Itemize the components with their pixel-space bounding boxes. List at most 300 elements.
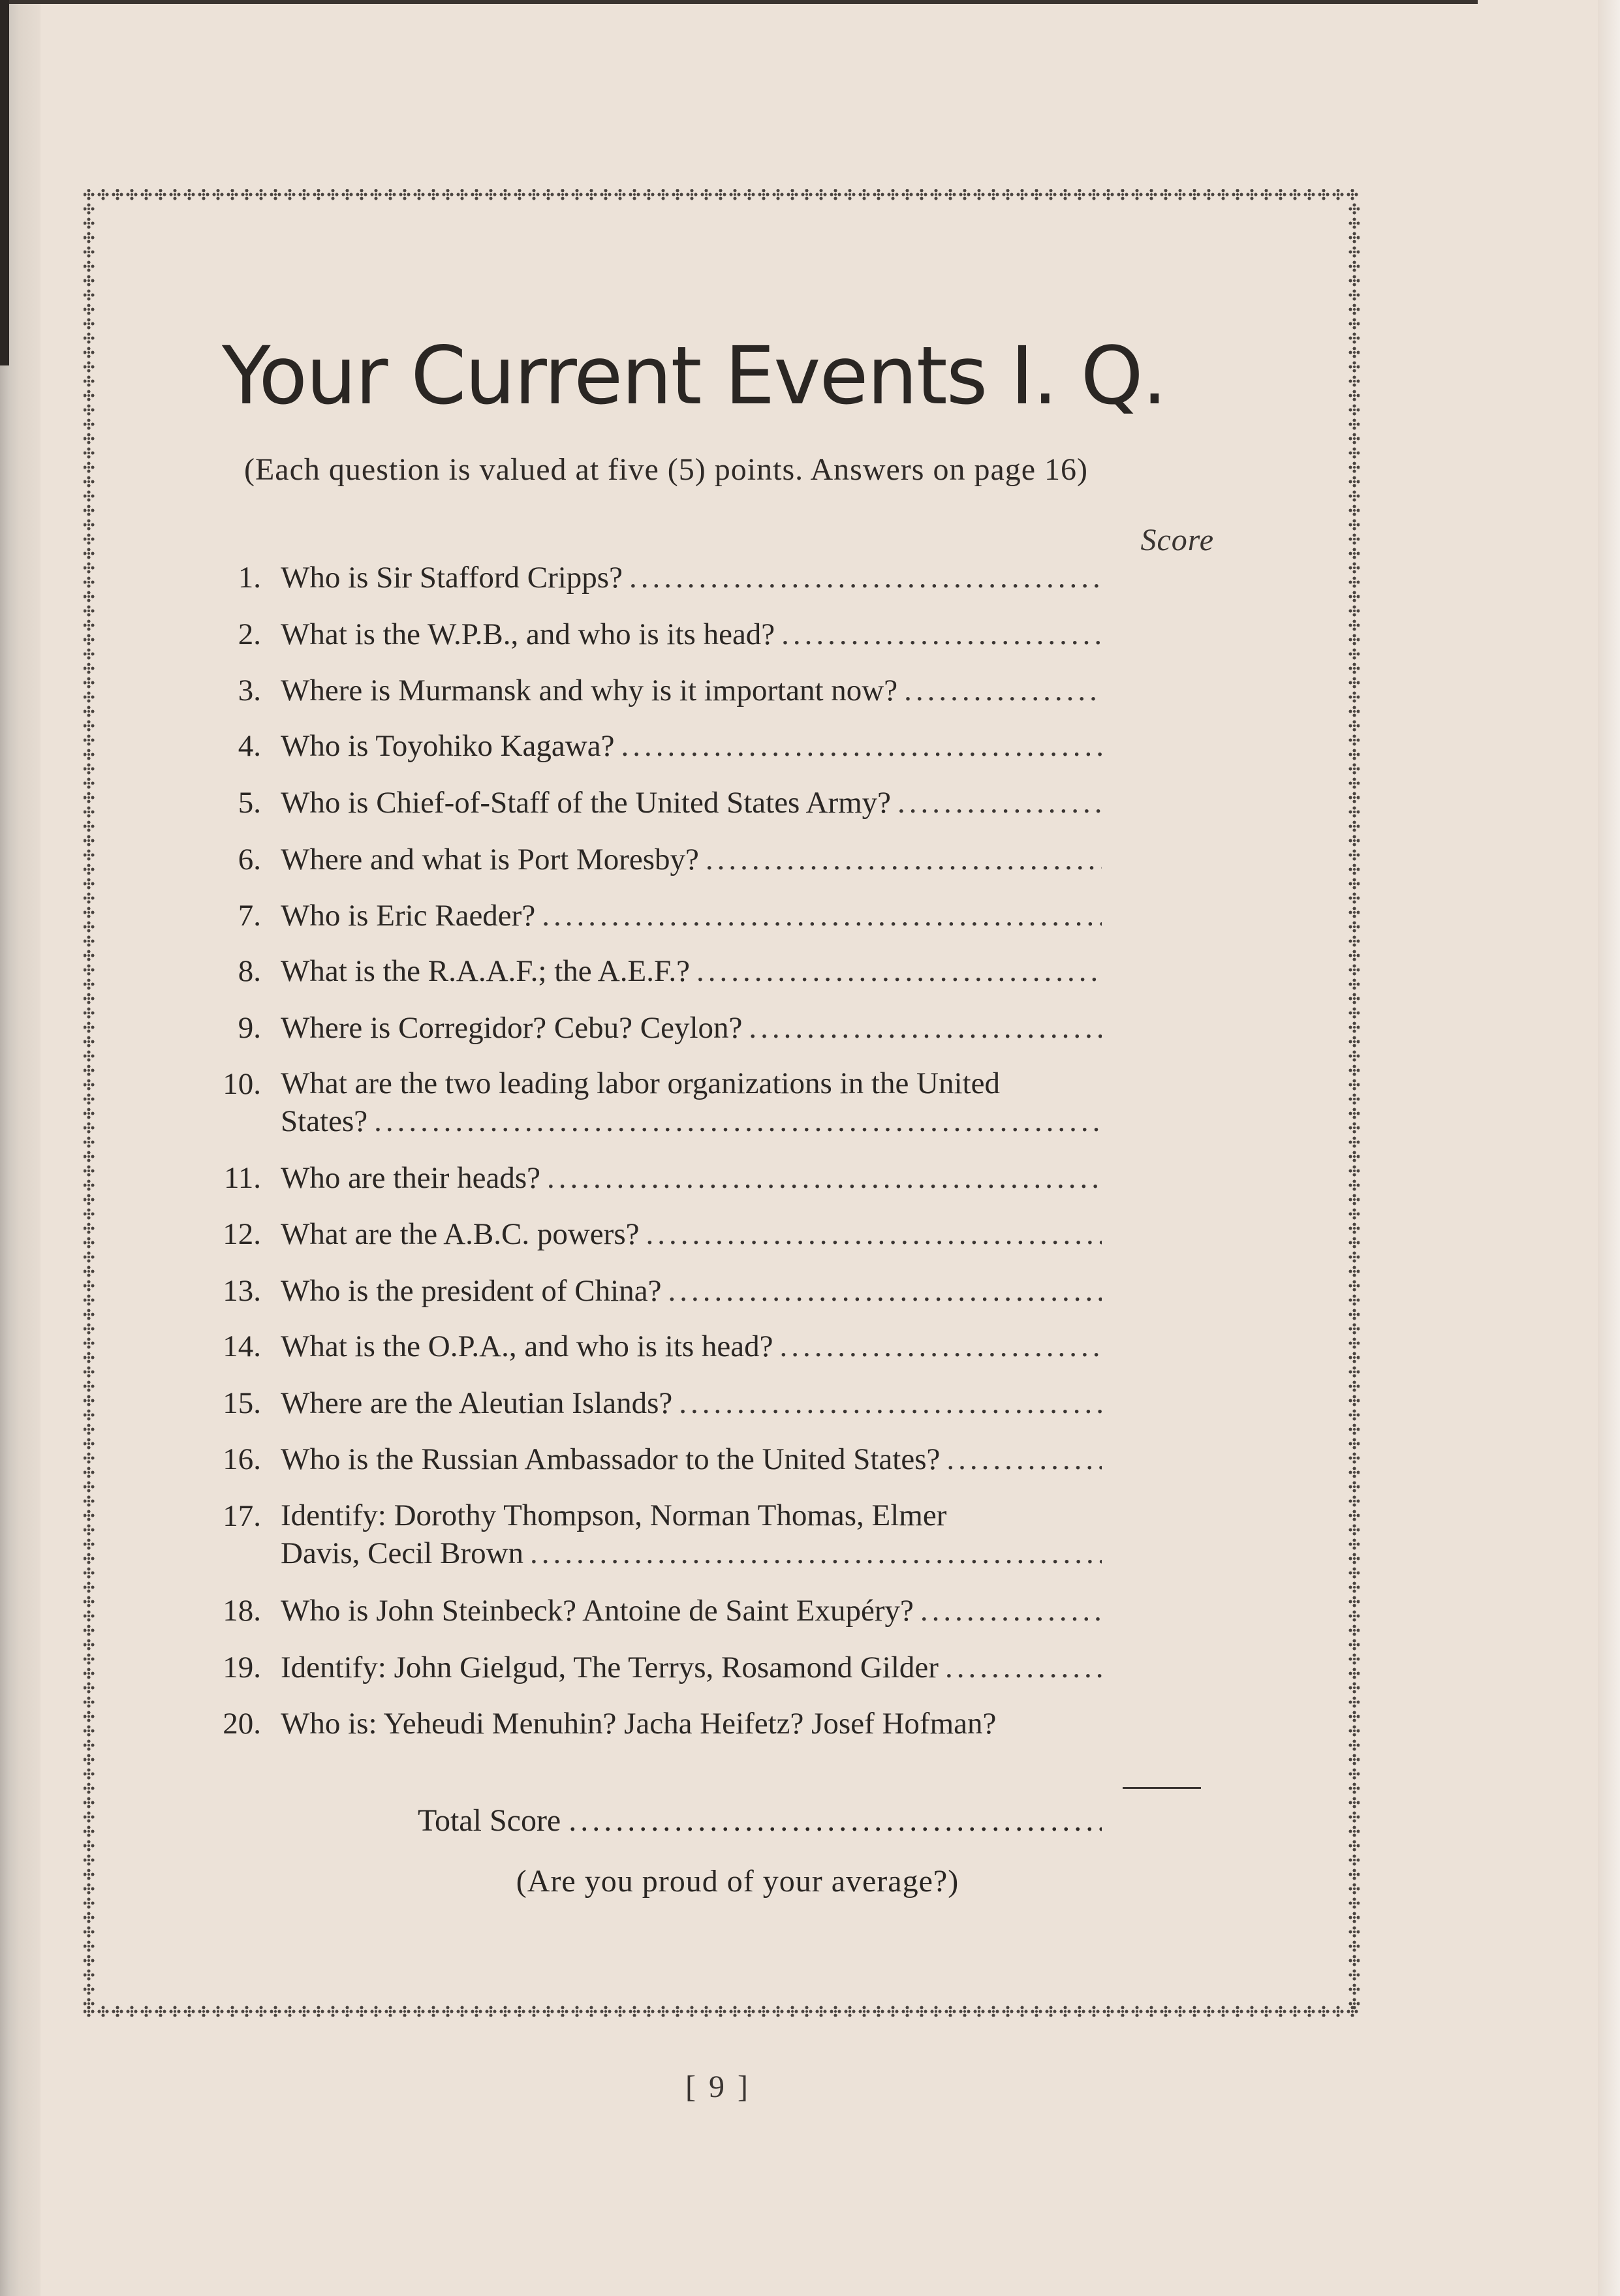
border-ornament: [84, 418, 95, 429]
border-ornament: [485, 2006, 496, 2017]
border-ornament: [1348, 734, 1360, 745]
leader-dots: [920, 1591, 1102, 1630]
border-ornament: [84, 1854, 95, 1865]
border-ornament: [413, 189, 424, 200]
border-ornament: [1348, 217, 1360, 228]
border-ornament: [1348, 548, 1360, 559]
border-ornament: [1348, 1624, 1360, 1636]
border-ornament: [1348, 562, 1360, 573]
border-ornament: [1348, 1639, 1360, 1650]
border-ornament: [1348, 1739, 1360, 1750]
border-ornament: [370, 2006, 381, 2017]
question-text: Where is Murmansk and why is it important now?: [281, 674, 898, 707]
border-ornament: [988, 189, 999, 200]
border-ornament: [471, 2006, 482, 2017]
border-ornament: [715, 189, 726, 200]
border-ornament: [341, 2006, 352, 2017]
border-ornament: [772, 189, 783, 200]
question-text: Who is: Yeheudi Menuhin? Jacha Heifetz? Josef Hofman?: [281, 1707, 997, 1741]
border-ornament: [84, 347, 95, 358]
border-ornament: [1059, 2006, 1070, 2017]
border-ornament: [270, 189, 281, 200]
border-ornament: [1348, 303, 1360, 315]
border-ornament: [84, 720, 95, 731]
border-ornament: [600, 189, 611, 200]
leader-dots: [706, 840, 1102, 879]
leader-dots: [629, 558, 1102, 597]
border-ornament: [686, 2006, 697, 2017]
border-ornament: [298, 189, 309, 200]
border-ornament: [84, 1122, 95, 1133]
border-ornament: [84, 1265, 95, 1277]
border-ornament: [84, 1409, 95, 1420]
border-ornament: [1348, 1825, 1360, 1837]
leader-dots: [904, 671, 1102, 710]
question-text: Identify: John Gielgud, The Terrys, Rosamond Gilder: [281, 1651, 939, 1684]
border-ornament: [1088, 2006, 1099, 2017]
border-ornament: [183, 189, 195, 200]
question-body: [281, 1008, 1102, 1047]
border-ornament: [1348, 878, 1360, 889]
border-ornament: [499, 2006, 510, 2017]
border-ornament: [84, 1869, 95, 1880]
border-ornament: [84, 1711, 95, 1722]
question-text-continued: Davis, Cecil Brown: [281, 1536, 524, 1570]
border-ornament: [84, 1208, 95, 1219]
border-ornament: [1348, 1165, 1360, 1176]
border-ornament: [887, 189, 898, 200]
border-ornament: [471, 189, 482, 200]
border-ornament: [84, 1725, 95, 1736]
leader-dots: [945, 1648, 1102, 1687]
question-text: Who is Eric Raeder?: [281, 899, 536, 933]
border-ornament: [1348, 461, 1360, 473]
border-ornament: [84, 1610, 95, 1621]
border-ornament: [112, 2006, 123, 2017]
border-ornament: [542, 189, 553, 200]
border-ornament: [1059, 189, 1070, 200]
border-ornament: [84, 806, 95, 817]
question-text: Where are the Aleutian Islands?: [281, 1386, 673, 1420]
border-ornament: [1348, 806, 1360, 817]
border-ornament: [84, 1955, 95, 1966]
border-ornament: [1348, 1955, 1360, 1966]
border-ornament: [1174, 189, 1185, 200]
border-ornament: [1348, 1036, 1360, 1047]
border-ornament: [1348, 390, 1360, 401]
border-ornament: [84, 1323, 95, 1334]
border-ornament: [313, 189, 324, 200]
border-ornament: [1348, 1912, 1360, 1923]
question-text: Where and what is Port Moresby?: [281, 843, 699, 877]
border-ornament: [198, 189, 209, 200]
border-ornament: [270, 2006, 281, 2017]
border-ornament: [84, 1553, 95, 1564]
border-ornament: [1045, 189, 1056, 200]
border-ornament: [84, 533, 95, 544]
border-ornament: [1318, 2006, 1329, 2017]
border-ornament: [84, 993, 95, 1004]
border-ornament: [1348, 1151, 1360, 1162]
border-ornament: [1348, 1179, 1360, 1190]
border-ornament: [873, 189, 884, 200]
border-ornament: [1348, 1323, 1360, 1334]
border-ornament: [1348, 1050, 1360, 1061]
border-ornament: [84, 878, 95, 889]
border-ornament: [84, 1337, 95, 1348]
border-ornament: [84, 1825, 95, 1837]
border-ornament: [1117, 2006, 1128, 2017]
border-ornament: [84, 519, 95, 530]
border-ornament: [1348, 835, 1360, 846]
border-ornament: [84, 1682, 95, 1693]
border-ornament: [84, 1811, 95, 1822]
border-ornament: [84, 1108, 95, 1119]
question-body: [281, 1497, 1102, 1572]
border-ornament: [84, 734, 95, 745]
border-ornament: [1348, 619, 1360, 630]
leader-dots: [547, 1158, 1102, 1198]
question-body: [281, 1064, 1102, 1140]
border-ornament: [1348, 1366, 1360, 1377]
border-ornament: [916, 189, 927, 200]
border-ornament: [1260, 189, 1271, 200]
border-ornament: [169, 189, 180, 200]
scan-top-edge: [9, 0, 1478, 4]
question-number: 1.: [238, 561, 261, 595]
border-ornament: [1348, 1538, 1360, 1549]
leader-dots: [946, 1440, 1102, 1479]
border-ornament: [84, 1438, 95, 1449]
border-ornament: [84, 1754, 95, 1765]
border-ornament: [84, 1136, 95, 1147]
border-ornament: [1348, 935, 1360, 946]
border-ornament: [84, 1251, 95, 1262]
border-ornament: [1348, 1610, 1360, 1621]
border-ornament: [1348, 1969, 1360, 1980]
question-number: 15.: [223, 1386, 261, 1420]
border-ornament: [1348, 289, 1360, 300]
score-column-heading: Score: [1140, 523, 1214, 557]
border-ornament: [1348, 1007, 1360, 1018]
border-ornament: [1348, 1108, 1360, 1119]
border-ornament: [944, 2006, 956, 2017]
border-ornament: [84, 217, 95, 228]
border-ornament: [844, 2006, 855, 2017]
border-ornament: [84, 203, 95, 214]
border-ornament: [284, 2006, 295, 2017]
question-text-continued: States?: [281, 1104, 368, 1138]
border-ornament: [84, 433, 95, 444]
total-score-label: Total Score: [418, 1803, 561, 1838]
border-ornament: [672, 189, 683, 200]
border-ornament: [715, 2006, 726, 2017]
border-ornament: [542, 2006, 553, 2017]
question-number: 2.: [238, 617, 261, 651]
question-body: [281, 1271, 1102, 1311]
border-ornament: [1348, 375, 1360, 386]
question-number: 3.: [238, 674, 261, 707]
border-ornament: [84, 1380, 95, 1391]
border-ornament: [1031, 189, 1042, 200]
border-ornament: [1348, 777, 1360, 788]
border-ornament: [1348, 1682, 1360, 1693]
border-ornament: [84, 1452, 95, 1463]
border-ornament: [84, 461, 95, 473]
border-ornament: [1348, 1940, 1360, 1951]
border-ornament: [84, 792, 95, 803]
question-number: 8.: [238, 954, 261, 988]
question-number: 4.: [238, 729, 261, 763]
border-ornament: [84, 275, 95, 286]
border-ornament: [1348, 232, 1360, 243]
border-ornament: [84, 1696, 95, 1707]
border-ornament: [327, 2006, 338, 2017]
border-ornament: [1074, 2006, 1085, 2017]
leader-dots: [374, 1102, 1102, 1140]
border-ornament: [84, 1280, 95, 1291]
closing-note: (Are you proud of your average?): [516, 1864, 959, 1899]
border-ornament: [1348, 921, 1360, 932]
border-ornament: [84, 892, 95, 903]
border-ornament: [1348, 361, 1360, 372]
question-text: Identify: Dorothy Thompson, Norman Thomas, Elmer: [281, 1498, 947, 1532]
border-ornament: [84, 1883, 95, 1894]
border-ornament: [84, 1739, 95, 1750]
border-ornament: [1348, 1581, 1360, 1592]
border-ornament: [84, 1897, 95, 1908]
leader-dots: [749, 1008, 1102, 1047]
border-ornament: [84, 260, 95, 271]
border-ornament: [341, 189, 352, 200]
border-ornament: [1348, 1653, 1360, 1664]
border-ornament: [844, 189, 855, 200]
border-ornament: [84, 375, 95, 386]
border-ornament: [442, 189, 453, 200]
border-ornament: [1348, 1438, 1360, 1449]
leader-dots: [668, 1271, 1102, 1311]
border-ornament: [84, 605, 95, 616]
border-ornament: [1348, 907, 1360, 918]
scoring-instructions: (Each question is valued at five (5) points. Answers on page 16): [244, 452, 1089, 487]
border-ornament: [1102, 189, 1114, 200]
border-ornament: [830, 189, 841, 200]
border-ornament: [1232, 2006, 1243, 2017]
border-ornament: [557, 189, 568, 200]
border-ornament: [97, 2006, 108, 2017]
border-ornament: [1289, 189, 1300, 200]
border-ornament: [140, 2006, 151, 2017]
border-ornament: [84, 1165, 95, 1176]
border-ornament: [84, 648, 95, 659]
border-ornament: [84, 232, 95, 243]
border-ornament: [930, 189, 941, 200]
border-ornament: [84, 950, 95, 961]
question-body: [281, 1158, 1102, 1198]
border-ornament: [1031, 2006, 1042, 2017]
border-ornament: [1348, 1510, 1360, 1521]
border-ornament: [1348, 591, 1360, 602]
border-ornament: [84, 289, 95, 300]
border-ornament: [84, 935, 95, 946]
border-ornament: [84, 390, 95, 401]
border-ornament: [84, 591, 95, 602]
question-text: What is the W.P.B., and who is its head?: [281, 617, 775, 651]
question-number: 18.: [223, 1594, 261, 1628]
border-ornament: [758, 189, 769, 200]
question-body: [281, 726, 1102, 766]
border-ornament: [1332, 189, 1343, 200]
border-ornament: [1348, 1696, 1360, 1707]
border-ornament: [313, 2006, 324, 2017]
border-ornament: [84, 1624, 95, 1636]
border-ornament: [84, 907, 95, 918]
border-ornament: [84, 1940, 95, 1951]
border-ornament: [140, 189, 151, 200]
border-ornament: [815, 189, 826, 200]
border-ornament: [1348, 433, 1360, 444]
leader-dots: [542, 896, 1102, 935]
border-ornament: [1348, 691, 1360, 702]
border-ornament: [1348, 1811, 1360, 1822]
border-ornament: [84, 1036, 95, 1047]
question-text: Who is the president of China?: [281, 1274, 662, 1308]
border-ornament: [84, 1782, 95, 1793]
question-body: [281, 783, 1102, 822]
border-ornament: [155, 2006, 166, 2017]
border-ornament: [1348, 576, 1360, 587]
border-ornament: [1348, 763, 1360, 774]
page-title: Your Current Events I. Q.: [222, 330, 1166, 422]
border-ornament: [84, 404, 95, 415]
border-ornament: [1348, 447, 1360, 458]
border-ornament: [1347, 2006, 1358, 2017]
border-ornament: [887, 2006, 898, 2017]
border-ornament: [84, 1926, 95, 1937]
border-ornament: [456, 2006, 467, 2017]
border-ornament: [255, 2006, 266, 2017]
border-ornament: [1348, 1222, 1360, 1233]
border-ornament: [1348, 1524, 1360, 1535]
border-ornament: [1348, 1797, 1360, 1808]
border-ornament: [84, 361, 95, 372]
border-ornament: [743, 2006, 755, 2017]
border-ornament: [84, 691, 95, 702]
border-ornament: [959, 2006, 970, 2017]
border-ornament: [84, 763, 95, 774]
border-ornament: [528, 2006, 539, 2017]
border-ornament: [183, 2006, 195, 2017]
border-ornament: [1348, 749, 1360, 760]
border-ornament: [1102, 2006, 1114, 2017]
border-ornament: [1348, 863, 1360, 875]
border-ornament: [1348, 849, 1360, 860]
border-ornament: [84, 1423, 95, 1435]
border-ornament: [84, 1395, 95, 1406]
border-ornament: [787, 2006, 798, 2017]
border-ornament: [84, 1194, 95, 1205]
question-text: Who is John Steinbeck? Antoine de Saint Exupéry?: [281, 1594, 914, 1628]
border-ornament: [84, 835, 95, 846]
border-ornament: [1348, 993, 1360, 1004]
question-number: 9.: [238, 1011, 261, 1045]
border-ornament: [1348, 1897, 1360, 1908]
border-ornament: [1347, 189, 1358, 200]
border-ornament: [1189, 189, 1200, 200]
border-ornament: [1348, 1711, 1360, 1722]
border-ornament: [1348, 1409, 1360, 1420]
border-ornament: [298, 2006, 309, 2017]
border-ornament: [399, 189, 410, 200]
score-total-rule: [1123, 1787, 1201, 1789]
border-ornament: [1348, 1280, 1360, 1291]
border-ornament: [1303, 189, 1315, 200]
border-ornament: [84, 1079, 95, 1090]
border-ornament: [169, 2006, 180, 2017]
border-ornament: [428, 2006, 439, 2017]
border-ornament: [485, 189, 496, 200]
border-ornament: [1348, 1567, 1360, 1578]
border-ornament: [84, 1309, 95, 1320]
border-ornament: [84, 1237, 95, 1248]
border-ornament: [384, 189, 396, 200]
border-ornament: [1332, 2006, 1343, 2017]
border-ornament: [1303, 2006, 1315, 2017]
border-ornament: [1348, 1754, 1360, 1765]
border-ornament: [84, 1294, 95, 1305]
border-ornament: [1348, 1854, 1360, 1865]
border-ornament: [1348, 1553, 1360, 1564]
border-ornament: [1348, 820, 1360, 831]
question-body: [281, 952, 1102, 991]
question-body: [281, 1327, 1102, 1366]
border-ornament: [514, 2006, 525, 2017]
border-ornament: [916, 2006, 927, 2017]
question-body: [281, 1648, 1102, 1687]
question-number: 10.: [223, 1067, 261, 1101]
border-ornament: [1348, 1495, 1360, 1506]
border-ornament: [1348, 1064, 1360, 1076]
border-ornament: [1348, 1079, 1360, 1090]
page-right-edge: [1598, 0, 1620, 2296]
border-ornament: [988, 2006, 999, 2017]
border-ornament: [1160, 2006, 1171, 2017]
question-body: [281, 1440, 1102, 1479]
question-text: What is the O.P.A., and who is its head?: [281, 1329, 773, 1363]
question-number: 13.: [223, 1274, 261, 1308]
border-ornament: [1348, 1596, 1360, 1607]
border-ornament: [84, 1797, 95, 1808]
border-ornament: [1074, 189, 1085, 200]
page-number: [ 9 ]: [685, 2070, 751, 2104]
border-ornament: [1045, 2006, 1056, 2017]
border-ornament: [1348, 519, 1360, 530]
border-ornament: [84, 1050, 95, 1061]
border-ornament: [1348, 533, 1360, 544]
border-ornament: [1348, 1237, 1360, 1248]
question-text: Who is Sir Stafford Cripps?: [281, 561, 623, 595]
border-ornament: [1348, 1768, 1360, 1779]
border-ornament: [1189, 2006, 1200, 2017]
border-ornament: [198, 2006, 209, 2017]
border-ornament: [1348, 677, 1360, 688]
border-ornament: [384, 2006, 396, 2017]
border-ornament: [241, 189, 252, 200]
border-ornament: [629, 2006, 640, 2017]
border-ornament: [1348, 1136, 1360, 1147]
border-ornament: [84, 1567, 95, 1578]
border-ornament: [787, 189, 798, 200]
